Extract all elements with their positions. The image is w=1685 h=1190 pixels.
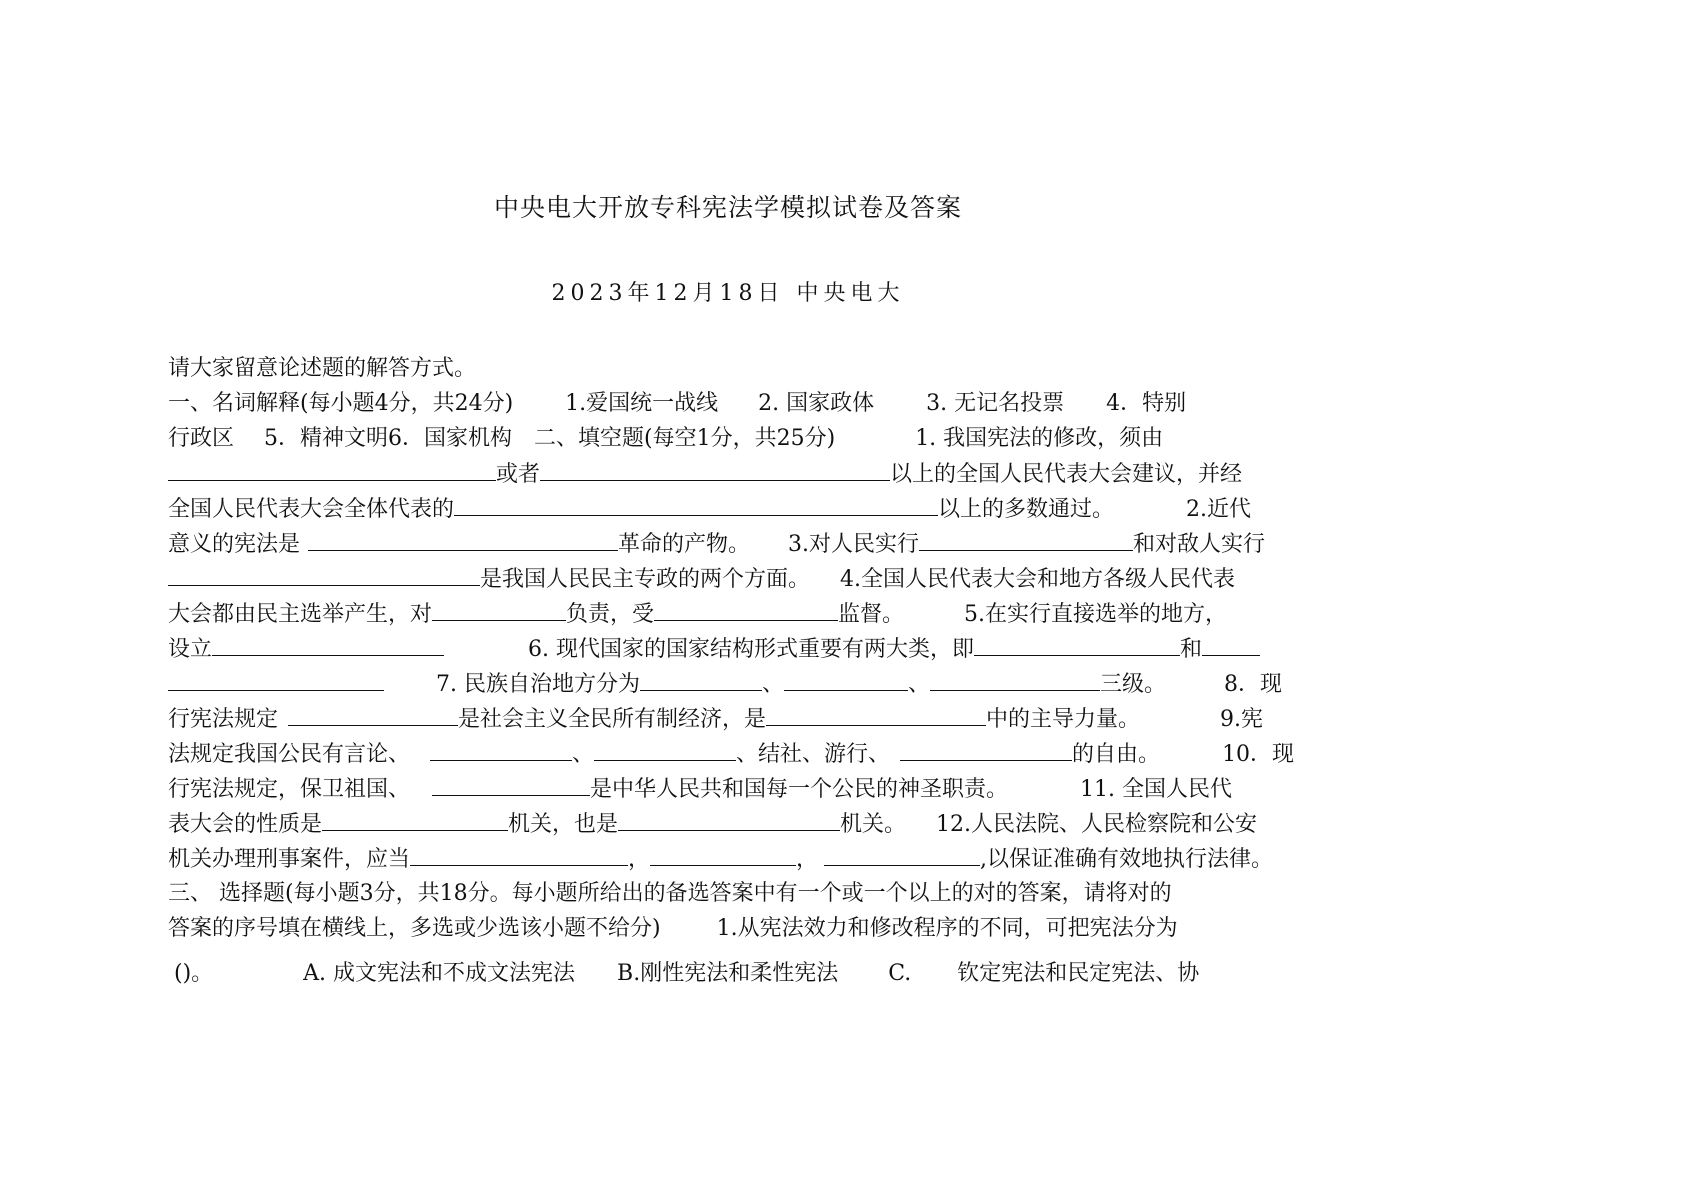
- answer-blank[interactable]: [288, 701, 458, 726]
- answer-blank[interactable]: [654, 596, 838, 621]
- text-line: 是我国人民民主专政的两个方面。 4.全国人民代表大会和地方各级人民代表: [168, 561, 1318, 596]
- text-line: 意义的宪法是 革命的产物。 3.对人民实行 和对敌人实行: [168, 526, 1318, 561]
- text-line: 设立 6. 现代国家的国家结构形式重要有两大类，即 和: [168, 631, 1318, 666]
- answer-blank[interactable]: [410, 841, 628, 866]
- text-line: 7. 民族自治地方分为 、 、 三级。 8．现: [168, 666, 1318, 701]
- answer-blank[interactable]: [168, 456, 496, 481]
- answer-blank[interactable]: [322, 806, 508, 831]
- answer-blank[interactable]: [766, 701, 986, 726]
- answer-blank[interactable]: [650, 841, 796, 866]
- text-line: 大会都由民主选举产生，对 负责，受 监督。 5.在实行直接选举的地方，: [168, 596, 1318, 631]
- text-line: 全国人民代表大会全体代表的 以上的多数通过。 2.近代: [168, 491, 1318, 526]
- page-title: 中央电大开放专科宪法学模拟试卷及答案: [493, 193, 962, 222]
- answer-blank[interactable]: [432, 596, 566, 621]
- text-line: 一、名词解释(每小题4分，共24分) 1.爱国统一战线 2. 国家政体 3. 无记名投票 4．特别: [168, 391, 1187, 416]
- answer-blank[interactable]: [168, 561, 480, 586]
- answer-blank[interactable]: [618, 806, 840, 831]
- answer-blank[interactable]: [1202, 631, 1260, 656]
- answer-blank[interactable]: [594, 736, 736, 761]
- text-line: 请大家留意论述题的解答方式。: [168, 356, 477, 381]
- text-line: 行宪法规定 是社会主义全民所有制经济，是 中的主导力量。 9.宪: [168, 701, 1318, 736]
- text-line: 行宪法规定，保卫祖国、 是中华人民共和国每一个公民的神圣职责。 11. 全国人民代: [168, 771, 1318, 806]
- text-line: 答案的序号填在横线上，多选或少选该小题不给分) 1.从宪法效力和修改程序的不同，可把宪法分为: [168, 916, 1178, 941]
- text-line: 法规定我国公民有言论、 、 、结社、游行、 的自由。 10．现: [168, 736, 1318, 771]
- answer-blank[interactable]: [919, 526, 1133, 551]
- text-line: 机关办理刑事案件，应当 ， ， ,以保证准确有效地执行法律。: [168, 841, 1318, 876]
- text-line: 表大会的性质是 机关，也是 机关。 12.人民法院、人民检察院和公安: [168, 806, 1318, 841]
- answer-blank[interactable]: [432, 771, 590, 796]
- answer-blank[interactable]: [430, 736, 572, 761]
- text-line: 或者 以上的全国人民代表大会建议，并经: [168, 456, 1318, 491]
- document-body: [168, 351, 1318, 991]
- answer-blank[interactable]: [824, 841, 980, 866]
- answer-blank[interactable]: [930, 666, 1100, 691]
- text-line: ()。 A. 成文宪法和不成文法宪法 B.刚性宪法和柔性宪法 C. 钦定宪法和民定宪法、协: [174, 961, 1200, 986]
- answer-blank[interactable]: [900, 736, 1072, 761]
- answer-blank[interactable]: [784, 666, 908, 691]
- answer-blank[interactable]: [974, 631, 1180, 656]
- answer-blank[interactable]: [640, 666, 762, 691]
- text-line: 行政区 5．精神文明6．国家机构 二、填空题(每空1分，共25分) 1. 我国宪法的修改，须由: [168, 426, 1164, 451]
- answer-blank[interactable]: [454, 491, 938, 516]
- answer-blank[interactable]: [168, 666, 384, 691]
- date-line: 2023年12月18日 中央电大: [551, 281, 905, 306]
- answer-blank[interactable]: [540, 456, 890, 481]
- answer-blank[interactable]: [308, 526, 618, 551]
- text-line: 三、 选择题(每小题3分，共18分。每小题所给出的备选答案中有一个或一个以上的对的答案，请将对的: [168, 881, 1172, 906]
- answer-blank[interactable]: [212, 631, 444, 656]
